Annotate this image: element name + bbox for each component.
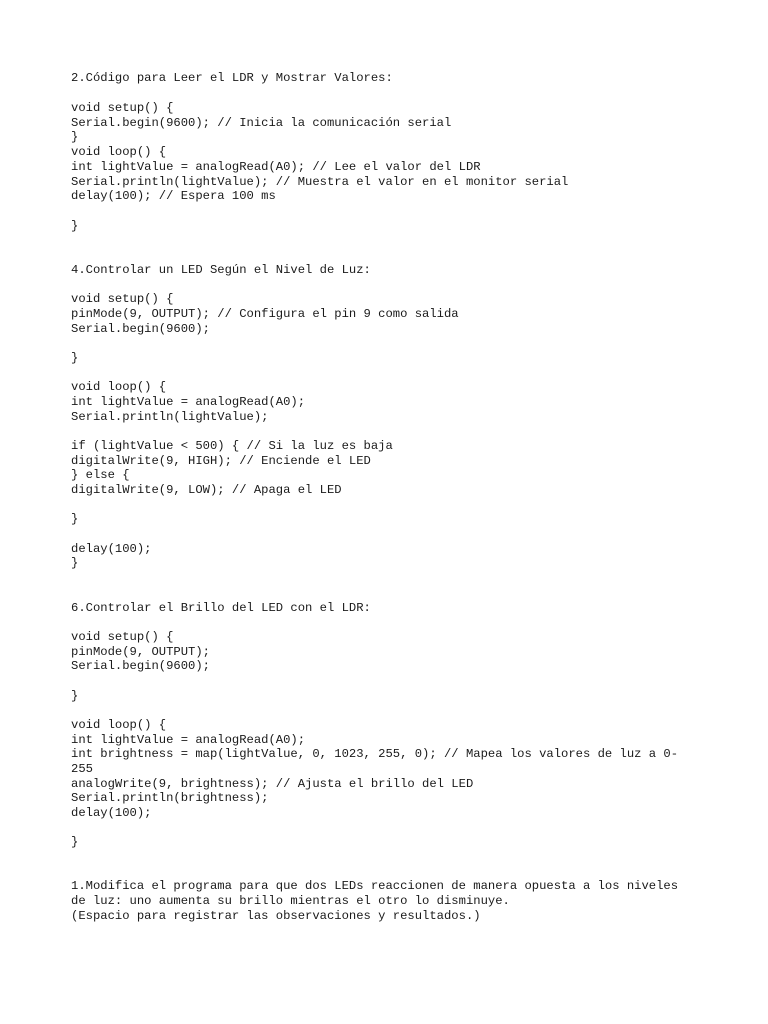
code-line: Serial.begin(9600); xyxy=(71,322,210,336)
code-line: int lightValue = analogRead(A0); // Lee el valor del LDR xyxy=(71,160,481,174)
code-line: analogWrite(9, brightness); // Ajusta el brillo del LED xyxy=(71,777,474,791)
code-line: void loop() { xyxy=(71,380,167,394)
section-heading-6: 6.Controlar el Brillo del LED con el LDR: xyxy=(71,601,371,615)
code-line: } xyxy=(71,512,79,526)
code-line: } xyxy=(71,351,79,365)
exercise-text: de luz: uno aumenta su brillo mientras el otro lo disminuye. xyxy=(71,894,510,908)
code-line: digitalWrite(9, HIGH); // Enciende el LED xyxy=(71,454,371,468)
code-line: pinMode(9, OUTPUT); xyxy=(71,645,210,659)
code-line: Serial.println(lightValue); // Muestra el valor en el monitor serial xyxy=(71,175,569,189)
code-line: } xyxy=(71,835,79,849)
code-line: void setup() { xyxy=(71,101,174,115)
code-line: int lightValue = analogRead(A0); xyxy=(71,733,306,747)
exercise-text: 1.Modifica el programa para que dos LEDs reaccionen de manera opuesta a los niveles xyxy=(71,879,679,893)
code-line: } xyxy=(71,130,79,144)
code-line: void setup() { xyxy=(71,292,174,306)
code-line: pinMode(9, OUTPUT); // Configura el pin 9 como salida xyxy=(71,307,459,321)
section-heading-2: 2.Código para Leer el LDR y Mostrar Valores: xyxy=(71,71,393,85)
code-line: void setup() { xyxy=(71,630,174,644)
code-line: 255 xyxy=(71,762,93,776)
code-line: int lightValue = analogRead(A0); xyxy=(71,395,306,409)
code-line: int brightness = map(lightValue, 0, 1023, 255, 0); // Mapea los valores de luz a 0- xyxy=(71,747,679,761)
code-line: void loop() { xyxy=(71,718,167,732)
exercise-note: (Espacio para registrar las observaciones y resultados.) xyxy=(71,909,481,923)
section-heading-4: 4.Controlar un LED Según el Nivel de Luz: xyxy=(71,263,371,277)
code-line: } xyxy=(71,689,79,703)
code-line: Serial.println(brightness); xyxy=(71,791,269,805)
code-line: delay(100); xyxy=(71,806,152,820)
code-line: digitalWrite(9, LOW); // Apaga el LED xyxy=(71,483,342,497)
code-line: delay(100); xyxy=(71,542,152,556)
code-line: Serial.println(lightValue); xyxy=(71,410,269,424)
code-line: if (lightValue < 500) { // Si la luz es baja xyxy=(71,439,393,453)
code-line: void loop() { xyxy=(71,145,167,159)
code-line: delay(100); // Espera 100 ms xyxy=(71,189,276,203)
code-line: Serial.begin(9600); // Inicia la comunicación serial xyxy=(71,116,452,130)
code-line: Serial.begin(9600); xyxy=(71,659,210,673)
code-line: } else { xyxy=(71,468,130,482)
code-line: } xyxy=(71,556,79,570)
code-line: } xyxy=(71,219,79,233)
